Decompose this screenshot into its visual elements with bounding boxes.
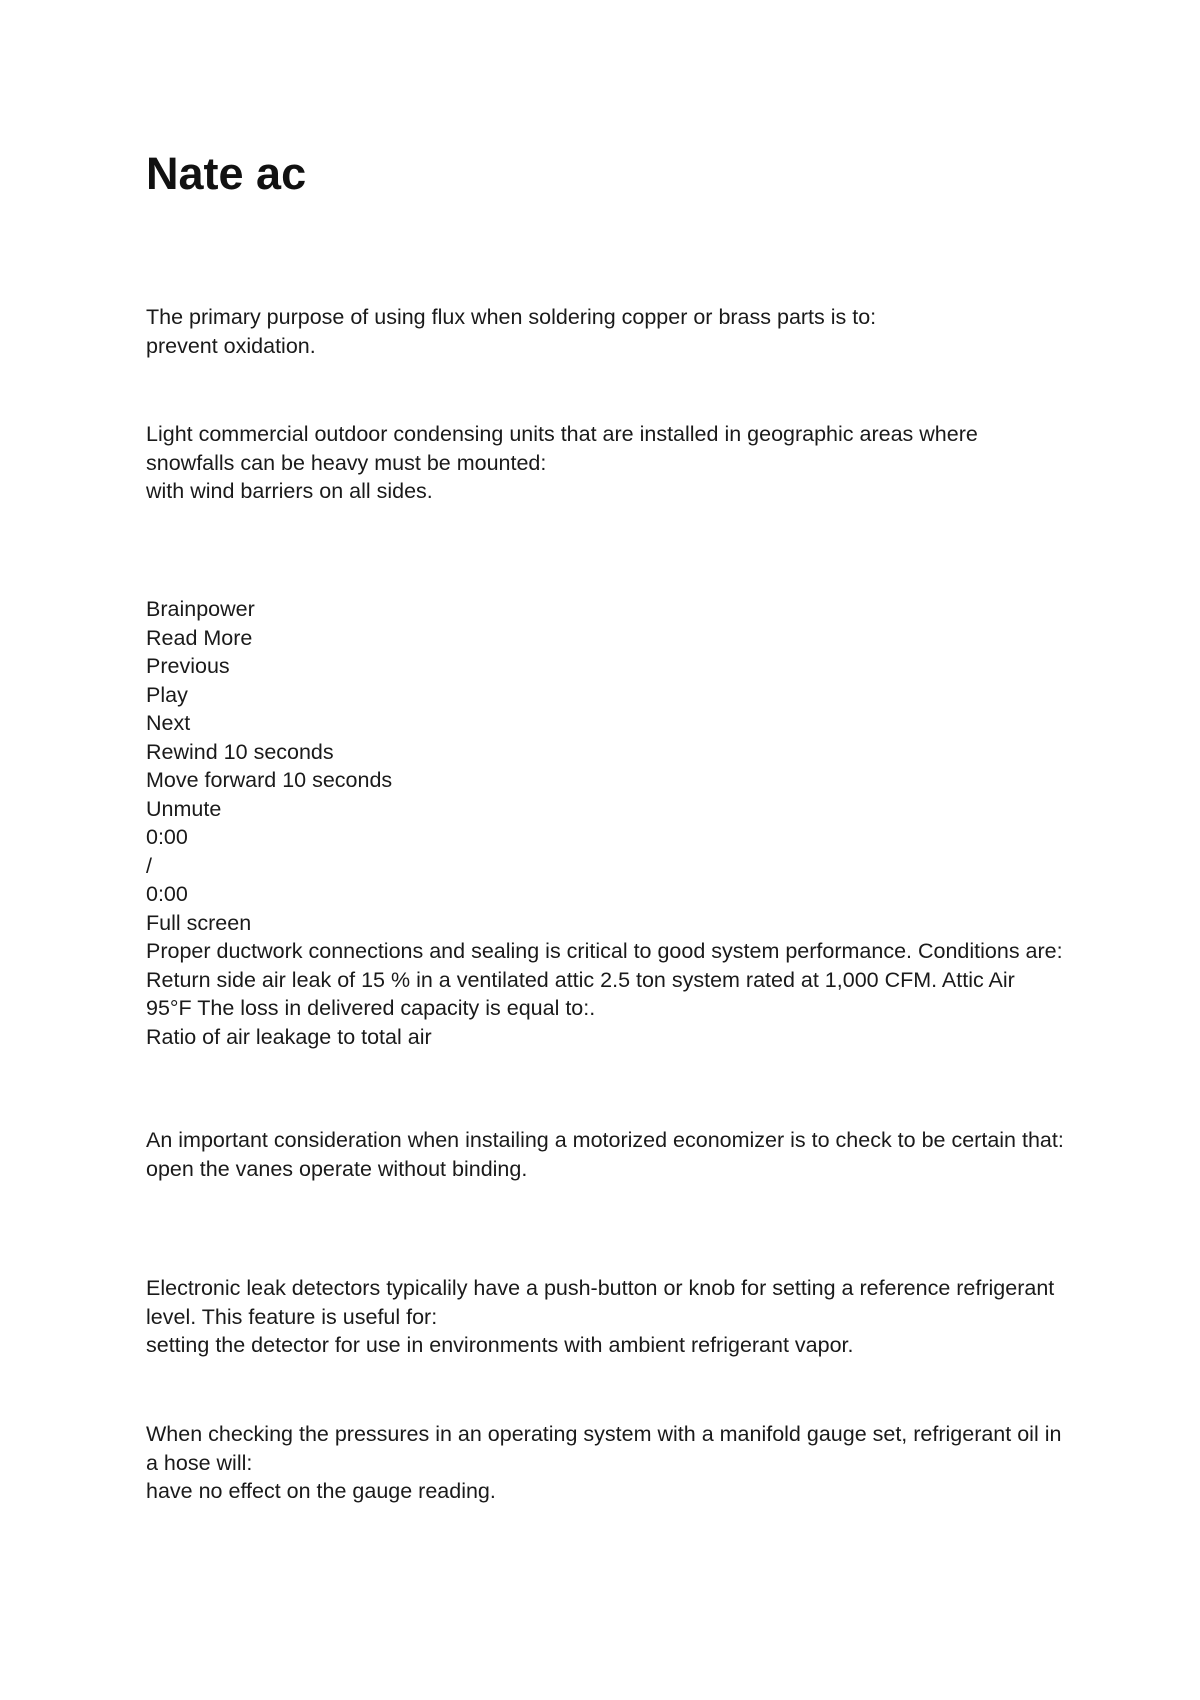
qa-block-leak-detectors [146,1274,1066,1360]
qa-block-condensing-units [146,420,1066,506]
play-button[interactable]: Play [146,682,188,707]
unmute-button[interactable]: Unmute [146,796,222,821]
answer-text: open the vanes operate without binding. [146,1156,528,1181]
previous-button[interactable]: Previous [146,654,230,678]
time-separator: / [146,853,152,878]
answer-text: Ratio of air leakage to total air [146,1024,432,1049]
read-more-link[interactable]: Read More [146,625,253,650]
question-text: An important consideration when instailing a motorized economizer is to check to be certain that: [146,1128,1064,1152]
fullscreen-button[interactable]: Full screen [146,910,252,935]
question-text: Proper ductwork connections and sealing is critical to good system performance. Conditions are: Return side air leak of 15 % in a ventilated attic 2.5 ton system rated at 1,000 CFM. Attic Air 95°F The loss in delivered capacity is equal to:. [146,939,1063,1020]
duration-time: 0:00 [146,882,188,906]
qa-block-flux [146,303,1066,360]
brand-label: Brainpower [146,597,255,621]
answer-text: setting the detector for use in environments with ambient refrigerant vapor. [146,1333,854,1357]
current-time: 0:00 [146,825,188,849]
answer-text: prevent oxidation. [146,333,316,358]
rewind-button[interactable]: Rewind 10 seconds [146,739,334,764]
question-text: When checking the pressures in an operating system with a manifold gauge set, refrigerant oil in a hose will: [146,1422,1062,1475]
question-text: Light commercial outdoor condensing units that are installed in geographic areas where snowfalls can be heavy must be mounted: [146,422,978,475]
question-text: Electronic leak detectors typicalily have a push-button or knob for setting a reference refrigerant level. This feature is useful for: [146,1276,1055,1329]
qa-block-economizer [146,1126,1066,1183]
page-title: Nate ac [146,148,307,199]
media-player-text [146,595,1066,1051]
forward-button[interactable]: Move forward 10 seconds [146,768,393,792]
answer-text: have no effect on the gauge reading. [146,1479,496,1503]
question-text: The primary purpose of using flux when soldering copper or brass parts is to: [146,305,877,329]
qa-block-manifold-gauge [146,1420,1066,1506]
answer-text: with wind barriers on all sides. [146,479,433,503]
next-button[interactable]: Next [146,711,191,735]
